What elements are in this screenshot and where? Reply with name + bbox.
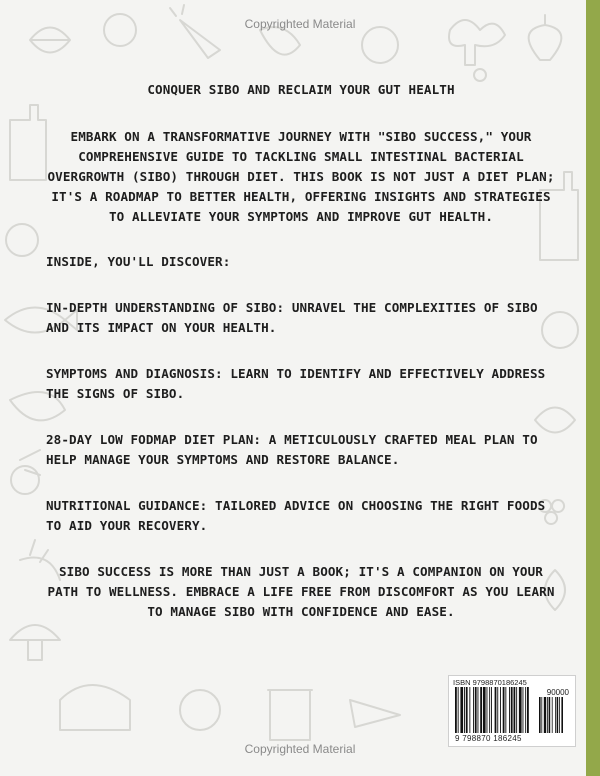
barcode-stripe: [527, 687, 529, 733]
barcode-stripe: [500, 687, 501, 733]
barcode-stripe: [489, 687, 490, 733]
barcode-stripe: [514, 687, 516, 733]
barcode-stripe: [509, 687, 510, 733]
barcode-stripe: [505, 687, 506, 733]
barcode-stripe: [503, 687, 505, 733]
barcode-stripe: [491, 687, 492, 733]
addon-barcode-stripe: [549, 697, 551, 733]
barcode-stripe: [466, 687, 468, 733]
copyright-watermark-bottom: Copyrighted Material: [244, 742, 356, 756]
addon-barcode-stripe: [547, 697, 548, 733]
barcode-stripe: [519, 687, 522, 733]
barcode-stripe: [478, 687, 479, 733]
barcode-stripe: [511, 687, 513, 733]
isbn-label: ISBN 9798870186245: [453, 678, 527, 687]
carrot-bottom-doodle-icon: [350, 700, 400, 727]
jar-doodle-icon: [268, 690, 312, 740]
carrot-doodle-icon: [170, 5, 220, 58]
barcode-stripe: [473, 687, 474, 733]
addon-barcode-stripe: [559, 697, 560, 733]
plate-doodle-icon: [180, 690, 220, 730]
addon-barcode-stripe: [555, 697, 556, 733]
feature-point: 28-DAY LOW FODMAP DIET PLAN: A METICULOUSLY CRAFTED MEAL PLAN TO HELP MANAGE YOUR SYMPTOMS AND RESTORE BALANCE.: [46, 432, 538, 467]
pepper-doodle-icon: [260, 27, 300, 54]
closing-paragraph: SIBO SUCCESS IS MORE THAN JUST A BOOK; IT'S A COMPANION ON YOUR PATH TO WELLNESS. EMBRACE A LIFE FREE FROM DISCOMFORT AS YOU LEARN TO MANAGE SIBO WITH CONFIDENCE AND EASE.: [47, 564, 555, 619]
barcode-stripe: [497, 687, 498, 733]
barcode-stripe: [495, 687, 497, 733]
barcode-stripe: [458, 687, 459, 733]
barcode-bars: [453, 687, 571, 735]
spine-edge: [586, 0, 600, 776]
addon-barcode-stripe: [552, 697, 553, 733]
intro-paragraph: EMBARK ON A TRANSFORMATIVE JOURNEY WITH "SIBO SUCCESS," YOUR COMPREHENSIVE GUIDE TO TACKLING SMALL INTESTINAL BACTERIAL OVERGROWTH (SIBO) THROUGH DIET. THIS BOOK IS NOT JUST A DIET PLAN; IT'S A ROADMAP TO BETTER HEALTH, OFFERING INSIGHTS AND STRATEGIES TO ALLEVIATE YOUR SYMPTOMS AND IMPROVE GUT HEALTH.: [47, 129, 555, 224]
barcode-stripe: [487, 687, 488, 733]
barcode-stripe: [525, 687, 526, 733]
feature-point: IN-DEPTH UNDERSTANDING OF SIBO: UNRAVEL THE COMPLEXITIES OF SIBO AND ITS IMPACT ON YOUR HEALTH.: [46, 300, 538, 335]
addon-barcode-stripe: [557, 697, 559, 733]
addon-barcode-stripe: [539, 697, 541, 733]
barcode-digits: 9 798870 186245: [455, 734, 522, 743]
bread-doodle-icon: [60, 685, 130, 730]
barcode-stripe: [460, 687, 463, 733]
isbn-barcode: [448, 675, 576, 747]
bottle-doodle-icon: [10, 105, 46, 180]
leaf-doodle-icon: [30, 28, 70, 53]
inside-heading: INSIDE, YOU'LL DISCOVER:: [46, 254, 231, 269]
barcode-stripe: [523, 687, 524, 733]
barcode-stripe: [483, 687, 486, 733]
onion-doodle-icon: [362, 27, 398, 63]
addon-barcode-stripe: [544, 697, 546, 733]
price-code: 90000: [546, 688, 569, 697]
addon-barcode-stripe: [561, 697, 563, 733]
headline: CONQUER SIBO AND RECLAIM YOUR GUT HEALTH: [147, 82, 455, 97]
back-cover-copy: [46, 80, 556, 622]
copyright-watermark-top: Copyrighted Material: [244, 17, 356, 31]
barcode-stripe: [469, 687, 470, 733]
feature-point: SYMPTOMS AND DIAGNOSIS: LEARN TO IDENTIFY AND EFFECTIVELY ADDRESS THE SIGNS OF SIBO.: [46, 366, 546, 401]
barcode-stripe: [475, 687, 477, 733]
barcode-stripe: [516, 687, 517, 733]
barcode-stripe: [480, 687, 482, 733]
mushroom-doodle-icon: [10, 625, 60, 660]
feature-point: NUTRITIONAL GUIDANCE: TAILORED ADVICE ON CHOOSING THE RIGHT FOODS TO AID YOUR RECOVERY.: [46, 498, 546, 533]
barcode-stripe: [464, 687, 465, 733]
lemon-doodle-icon: [6, 224, 38, 256]
addon-barcode-stripe: [541, 697, 542, 733]
barcode-stripe: [455, 687, 457, 733]
